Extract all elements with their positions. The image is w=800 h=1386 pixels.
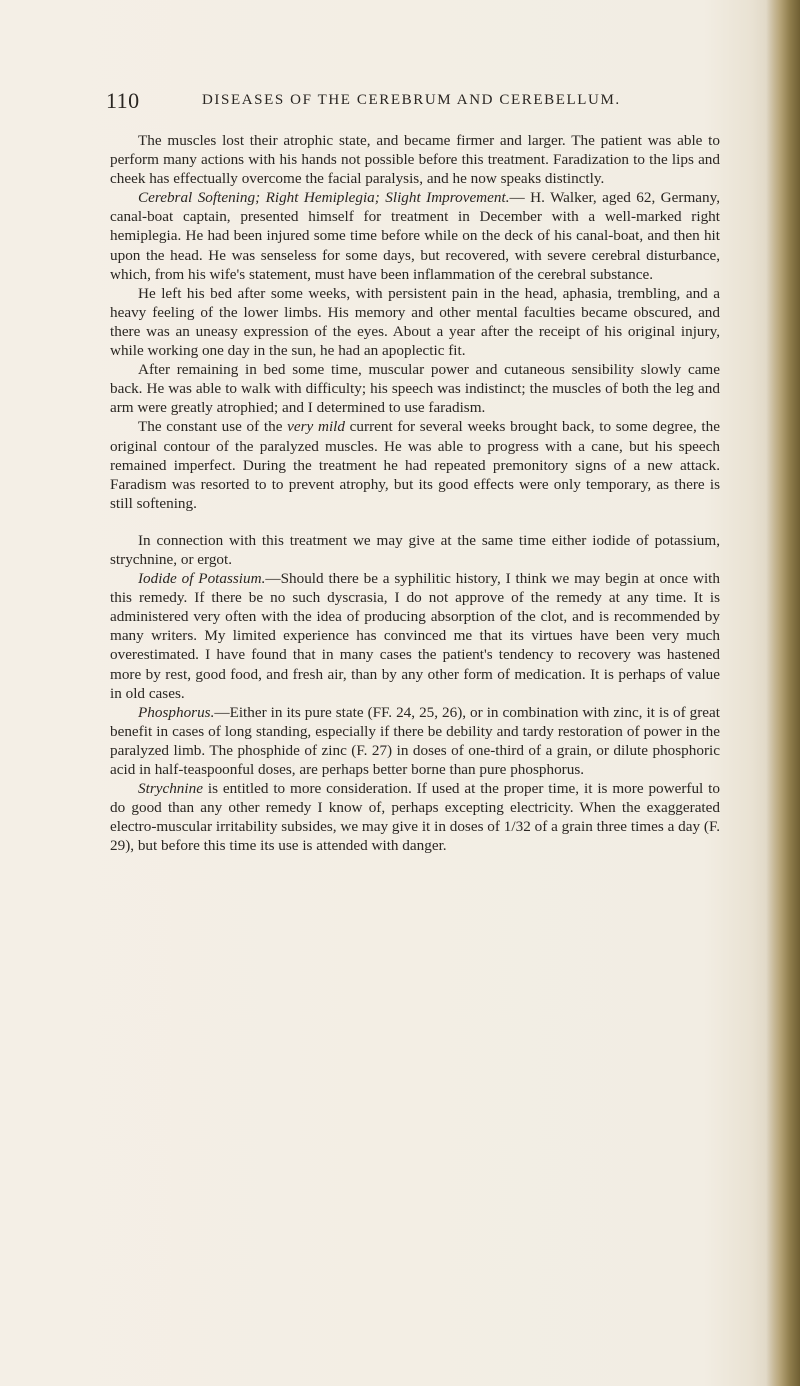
paragraph-text: is entitled to more consideration. If used at the proper time, it is more powerful to do good than any other remedy I know of, perhaps excepting electricity. When the exaggerated electro-muscular irritability subsides, we may give it in doses of 1/32 of a grain three times a day (F. 29), but before this time its use is attended with danger. [110,780,720,855]
paragraph [110,188,720,283]
section-heading-iodide: Iodide of Potassium. [138,570,266,588]
paragraph [110,417,720,512]
paragraph [110,131,720,188]
paragraph [110,531,720,569]
paragraph [110,779,720,855]
page-header [106,88,716,116]
running-title: DISEASES OF THE CEREBRUM AND CEREBELLUM. [202,92,621,108]
section-heading-strychnine: Strychnine [138,780,203,798]
paragraph-text: —Should there be a syphilitic history, I think we may begin at once with this remedy. If there be no such dyscrasia, I do not approve of the remedy at any time. It is administered very often with the idea of producing absorption of the clot, and is recommended by many writers. My limited experience has convinced me that its virtues have been very much overestimated. I have found that in many cases the patient's tendency to recovery was hastened more by rest, good food, and fresh air, than by any other form of medication. It is perhaps of value in old cases. [110,570,720,702]
body-text [110,131,720,855]
section-heading-phosphorus: Phosphorus. [138,703,215,721]
paragraph-text: current for several weeks brought back, to some degree, the original contour of the paralyzed muscles. He was able to progress with a cane, but his speech remained imperfect. During the treatment he had repeated premonitory signs of a new attack. Faradism was resorted to to prevent atrophy, but its good effects were only temporary, as there is still softening. [110,418,720,512]
paragraph-text: —Either in its pure state (FF. 24, 25, 26), or in combination with zinc, it is of great benefit in cases of long standing, especially if there be debility and tardy restoration of power in the paralyzed limb. The phosphide of zinc (F. 27) in doses of one-third of a grain, or dilute phosphoric acid in half-teaspoonful doses, are perhaps better borne than pure phosphorus. [110,703,720,778]
paragraph-text: He left his bed after some weeks, with persistent pain in the head, aphasia, trembling, and a heavy feeling of the lower limbs. His memory and other mental faculties became obscured, and there was an uneasy expression of the eyes. About a year after the receipt of his original injury, while working one day in the sun, he had an apoplectic fit. [110,284,720,360]
case-heading: Cerebral Softening; Right Hemiplegia; Slight Improvement. [138,189,510,207]
paragraph-text: — H. Walker, aged 62, Germany, canal-boat captain, presented himself for treatment in December with a well-marked right hemiplegia. He had been injured some time before while on the deck of his canal-boat, and then hit upon the head. He was senseless for some days, but recovered, with severe cerebral disturbance, which, from his wife's statement, must have been inflammation of the cerebral substance. [110,189,721,283]
paragraph [110,569,720,703]
page-number: 110 [106,88,140,113]
emphasis: very mild [287,418,345,436]
paragraph [110,360,720,417]
page-edge-shadow [766,0,800,1386]
paragraph [110,703,720,779]
paragraph-text: The muscles lost their atrophic state, and became firmer and larger. The patient was able to perform many actions with his hands not possible before this treatment. Faradization to the lips and cheek has effectually overcome the facial paralysis, and he now speaks distinctly. [110,132,720,188]
paragraph-text: The constant use of the [138,418,288,436]
paragraph [110,284,720,360]
paragraph-text: In connection with this treatment we may give at the same time either iodide of potassium, strychnine, or ergot. [110,531,720,568]
paragraph-text: After remaining in bed some time, muscular power and cutaneous sensibility slowly came back. He was able to walk with difficulty; his speech was indistinct; the muscles of both the leg and arm were greatly atrophied; and I determined to use faradism. [110,361,720,417]
